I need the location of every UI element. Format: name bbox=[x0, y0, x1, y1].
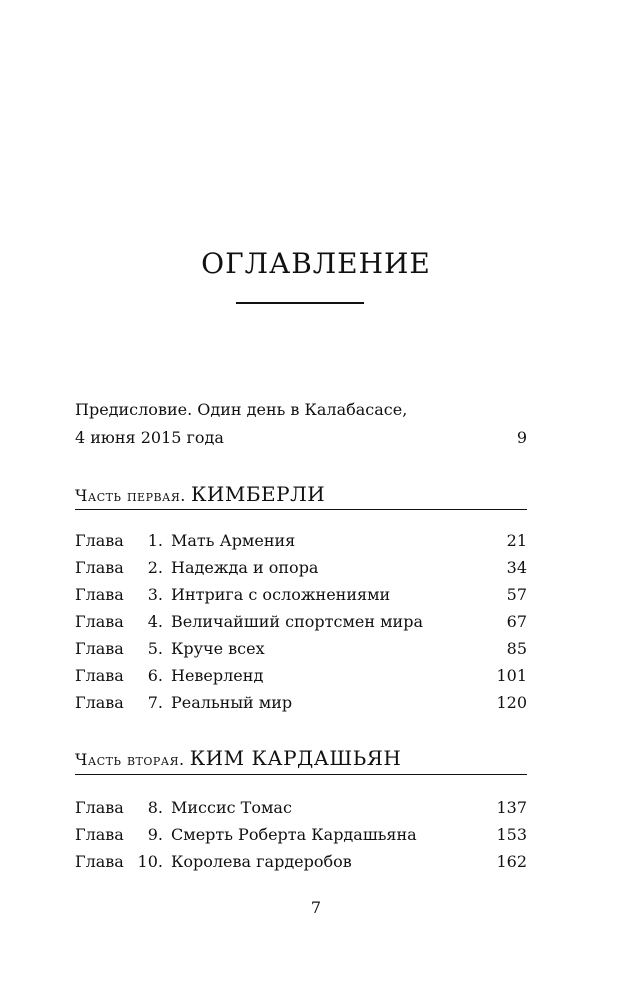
chapter-row bbox=[75, 794, 527, 821]
chapter-title: Величайший спортсмен мира bbox=[171, 612, 423, 631]
page-title: ОГЛАВЛЕНИЕ bbox=[201, 247, 431, 280]
title-divider bbox=[236, 302, 364, 304]
chapter-number: 3. bbox=[147, 585, 163, 604]
chapter-row bbox=[75, 581, 527, 608]
chapter-title: Неверленд bbox=[171, 666, 264, 685]
chapter-page: 85 bbox=[506, 639, 527, 658]
part-divider-1 bbox=[75, 509, 527, 510]
part-heading-2 bbox=[75, 744, 527, 772]
chapter-label: Глава bbox=[75, 612, 124, 631]
chapter-title: Интрига с осложнениями bbox=[171, 585, 391, 604]
chapter-page: 57 bbox=[506, 585, 527, 604]
chapter-number: 6. bbox=[147, 666, 163, 685]
chapter-title: Смерть Роберта Кардашьяна bbox=[171, 825, 417, 844]
chapter-title: Надежда и опора bbox=[171, 558, 319, 577]
part-divider-2 bbox=[75, 774, 527, 775]
part-label: Часть вторая. bbox=[75, 750, 185, 769]
chapter-row bbox=[75, 554, 527, 581]
preface-title-line2-row bbox=[75, 424, 527, 452]
preface-page: 9 bbox=[516, 428, 527, 447]
chapter-label: Глава bbox=[75, 531, 124, 550]
chapter-label: Глава bbox=[75, 558, 124, 577]
chapter-label: Глава bbox=[75, 666, 124, 685]
chapter-page: 21 bbox=[506, 531, 527, 550]
chapter-page: 34 bbox=[506, 558, 527, 577]
part-label: Часть первая. bbox=[75, 486, 186, 505]
chapter-number: 8. bbox=[147, 798, 163, 817]
chapter-number: 7. bbox=[147, 693, 163, 712]
chapter-title: Круче всех bbox=[171, 639, 265, 658]
chapter-number: 1. bbox=[147, 531, 163, 550]
chapter-number: 2. bbox=[147, 558, 163, 577]
chapter-page: 153 bbox=[496, 825, 527, 844]
chapter-row bbox=[75, 608, 527, 635]
chapter-page: 101 bbox=[496, 666, 527, 685]
chapter-row bbox=[75, 635, 527, 662]
chapter-page: 67 bbox=[506, 612, 527, 631]
part-name: КИМ КАРДАШЬЯН bbox=[189, 746, 402, 770]
chapter-row bbox=[75, 821, 527, 848]
part-heading-1 bbox=[75, 480, 527, 508]
part-name: КИМБЕРЛИ bbox=[190, 482, 326, 506]
chapter-page: 120 bbox=[496, 693, 527, 712]
chapter-label: Глава bbox=[75, 585, 124, 604]
chapter-row bbox=[75, 689, 527, 716]
chapter-page: 137 bbox=[496, 798, 527, 817]
page-number: 7 bbox=[310, 898, 322, 917]
chapter-label: Глава bbox=[75, 825, 124, 844]
preface-entry bbox=[75, 396, 527, 452]
chapter-row bbox=[75, 848, 527, 875]
chapter-label: Глава bbox=[75, 852, 124, 871]
chapter-title: Миссис Томас bbox=[171, 798, 292, 817]
chapter-title: Реальный мир bbox=[171, 693, 293, 712]
chapter-label: Глава bbox=[75, 639, 124, 658]
chapter-number: 4. bbox=[147, 612, 163, 631]
chapter-number: 10. bbox=[137, 852, 163, 871]
chapter-page: 162 bbox=[496, 852, 527, 871]
preface-title-line1: Предисловие. Один день в Калабасасе, bbox=[75, 400, 408, 419]
chapter-number: 5. bbox=[147, 639, 163, 658]
chapter-title: Мать Армения bbox=[171, 531, 296, 550]
chapter-list-2 bbox=[75, 794, 527, 875]
chapter-row bbox=[75, 527, 527, 554]
chapter-list-1 bbox=[75, 527, 527, 716]
chapter-row bbox=[75, 662, 527, 689]
preface-title-line2: 4 июня 2015 года bbox=[75, 428, 224, 447]
chapter-label: Глава bbox=[75, 693, 124, 712]
chapter-title: Королева гардеробов bbox=[171, 852, 352, 871]
chapter-label: Глава bbox=[75, 798, 124, 817]
chapter-number: 9. bbox=[147, 825, 163, 844]
